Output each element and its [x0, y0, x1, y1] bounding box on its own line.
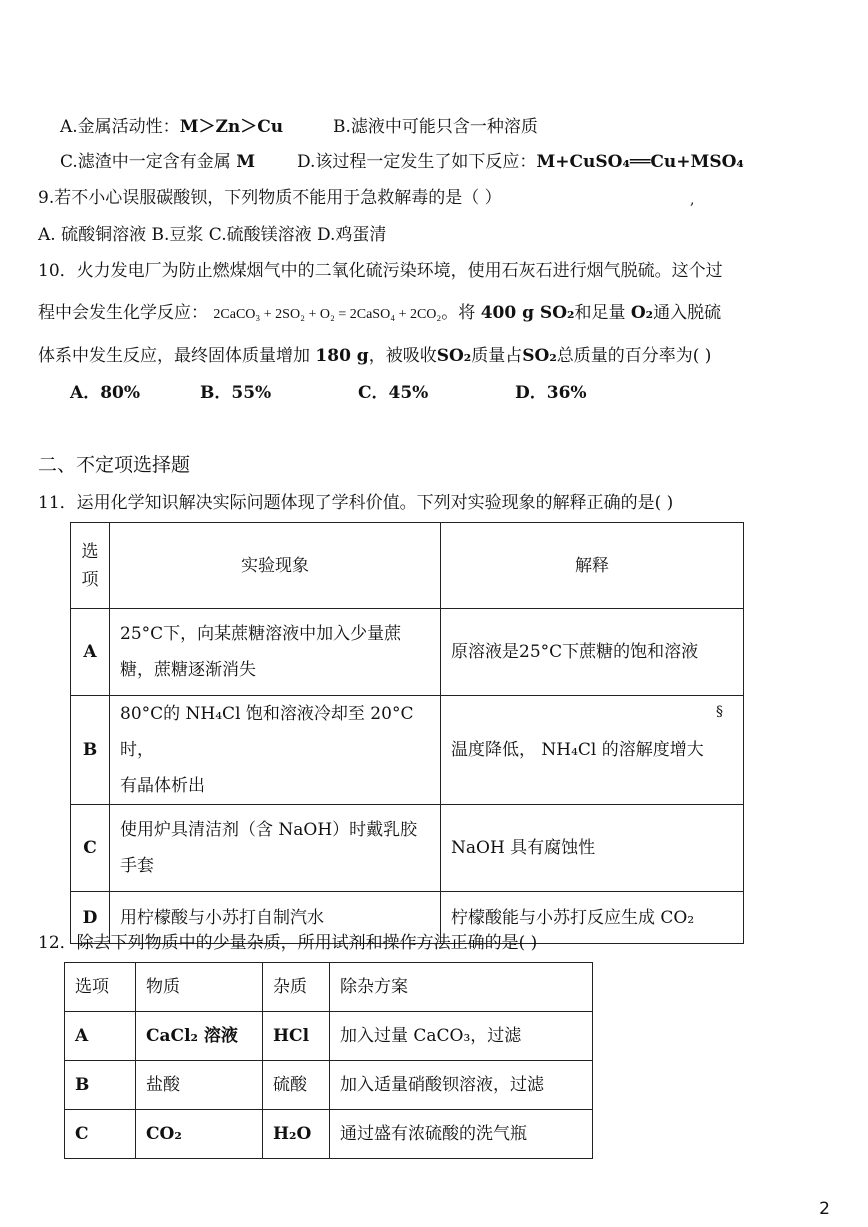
header-phenomenon: 实验现象	[110, 523, 441, 609]
q11-table	[70, 522, 744, 944]
table-row: A 25°C下，向某蔗糖溶液中加入少量蔗 糖，蔗糖逐渐消失 原溶液是25°C下蔗糖的饱和溶液	[71, 609, 744, 696]
stray-mark: ,	[690, 192, 695, 208]
q8-option-c: C.滤渣中一定含有金属 M	[60, 152, 256, 172]
section-heading: 二、不定项选择题	[38, 454, 191, 476]
q11-stem: 11．运用化学知识解决实际问题体现了学科价值。下列对实验现象的解释正确的是( )	[38, 493, 674, 513]
q8-option-a: A.金属活动性：M＞Zn＞Cu	[60, 117, 284, 137]
table-header-row	[71, 523, 744, 609]
q10-stem-line2: 程中会发生化学反应： 2CaCO₃ + 2SO₂ + O₂ = 2CaSO₄ + 2CO₂。将 400 g SO₂和足量 O₂通入脱硫	[38, 303, 722, 323]
q10-stem-line1: 10．火力发电厂为防止燃煤烟气中的二氧化硫污染环境，使用石灰石进行烟气脱硫。这个过	[38, 261, 723, 281]
q9-options: A. 硫酸铜溶液 B.豆浆 C.硫酸镁溶液 D.鸡蛋清	[38, 225, 387, 245]
q10-option-b: B．55%	[200, 383, 272, 403]
q12-stem: 12．除去下列物质中的少量杂质，所用试剂和操作方法正确的是( )	[38, 933, 538, 953]
header-option: 选项	[71, 523, 110, 609]
q8-option-b: B.滤液中可能只含一种溶质	[333, 117, 538, 137]
q10-stem-line3: 体系中发生反应，最终固体质量增加 180 g，被吸收SO₂质量占SO₂总质量的百分率为( )	[38, 346, 712, 366]
table-row: B 盐酸 硫酸 加入适量硝酸钡溶液，过滤	[65, 1061, 593, 1110]
header-explanation: 解释	[441, 523, 744, 609]
table-row: A CaCl₂ 溶液 HCl 加入过量 CaCO₃，过滤	[65, 1012, 593, 1061]
table-row: D 用柠檬酸与小苏打自制汽水 柠檬酸能与小苏打反应生成 CO₂	[71, 892, 744, 944]
stray-mark: §	[716, 704, 723, 720]
q10-option-c: C．45%	[358, 383, 429, 403]
table-header-row: 选项 物质 杂质 除杂方案	[65, 963, 593, 1012]
page-number: 2	[819, 1199, 830, 1219]
q8-option-d: D.该过程一定发生了如下反应：M+CuSO₄══Cu+MSO₄	[297, 152, 744, 172]
q10-option-d: D．36%	[515, 383, 587, 403]
q10-equation: 2CaCO₃ + 2SO₂ + O₂ = 2CaSO₄ + 2CO₂	[213, 307, 442, 322]
q9-stem: 9.若不小心误服碳酸钡，下列物质不能用于急救解毒的是（ ）	[38, 188, 502, 208]
q12-table	[64, 962, 593, 1159]
table-row: C CO₂ H₂O 通过盛有浓硫酸的洗气瓶	[65, 1110, 593, 1159]
table-row: C 使用炉具清洁剂（含 NaOH）时戴乳胶 手套 NaOH 具有腐蚀性	[71, 805, 744, 892]
table-row: B 80°C的 NH₄Cl 饱和溶液冷却至 20°C时， 有晶体析出 温度降低， NH₄Cl 的溶解度增大	[71, 696, 744, 805]
q10-option-a: A．80%	[70, 383, 141, 403]
